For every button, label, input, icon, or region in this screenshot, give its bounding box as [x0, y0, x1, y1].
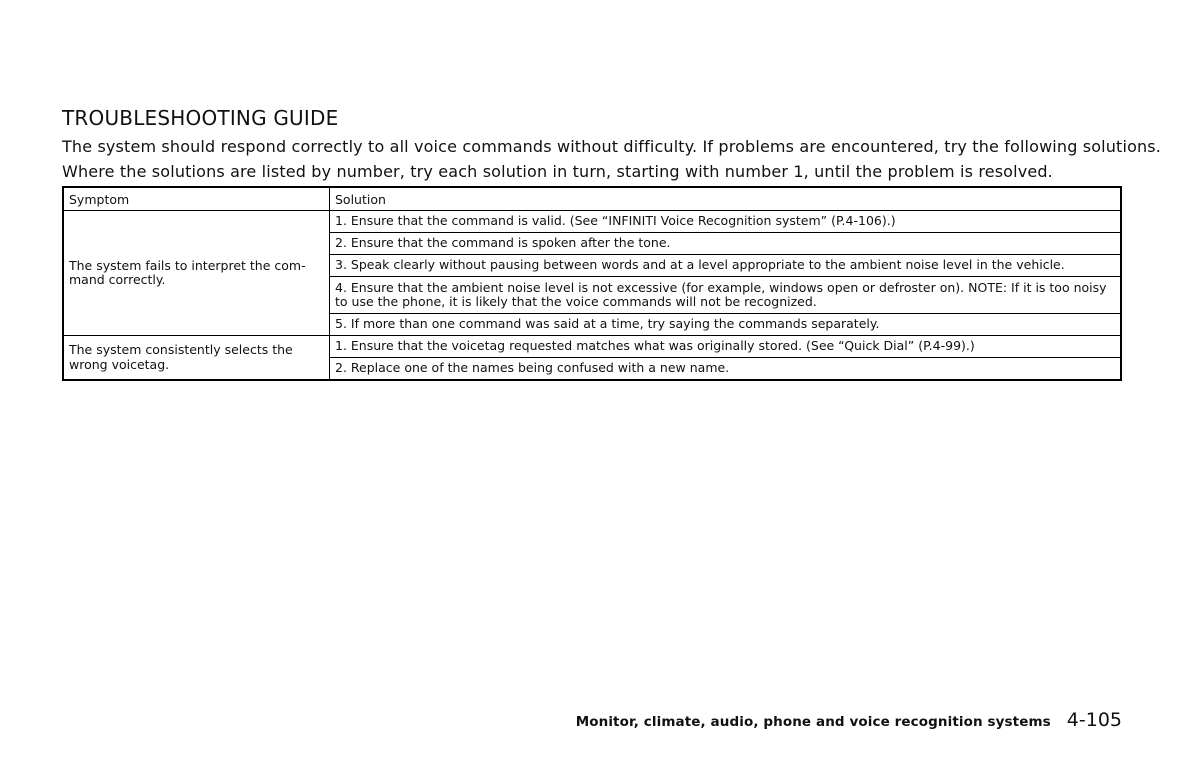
solution-cell: 1. Ensure that the command is valid. (See “INFINITI Voice Recognition system” (P.4-106).) — [330, 210, 1122, 232]
header-solution: Solution — [330, 187, 1122, 210]
table-row — [63, 335, 1121, 357]
table-header-row — [63, 187, 1121, 210]
page-footer — [576, 709, 1122, 731]
intro-line-1: The system should respond correctly to all voice commands without difficulty. If problems are encountered, try the following solutions. — [62, 137, 1162, 156]
footer-chapter-title: Monitor, climate, audio, phone and voice recognition systems — [575, 714, 1051, 730]
solution-cell: 4. Ensure that the ambient noise level is not excessive (for example, windows open or defroster on). NOTE: If it is too noisy to use the phone, it is likely that the voice commands will not be recognized. — [330, 276, 1122, 313]
section-title: TROUBLESHOOTING GUIDE — [62, 106, 339, 130]
intro-line-2: Where the solutions are listed by number, try each solution in turn, starting with number 1, until the problem is resolved. — [62, 162, 1053, 181]
solution-cell: 2. Replace one of the names being confused with a new name. — [330, 357, 1122, 380]
table-row — [63, 210, 1121, 232]
symptom-cell: The system consistently selects the wrong voicetag. — [63, 335, 330, 380]
intro-paragraph — [62, 134, 1162, 184]
solution-cell: 2. Ensure that the command is spoken after the tone. — [330, 232, 1122, 254]
solution-cell: 3. Speak clearly without pausing between words and at a level appropriate to the ambient noise level in the vehicle. — [330, 254, 1122, 276]
symptom-cell: The system fails to interpret the com- mand correctly. — [63, 210, 330, 335]
solution-cell: 5. If more than one command was said at a time, try saying the commands separately. — [330, 313, 1122, 335]
page-number: 4-105 — [1066, 709, 1122, 731]
header-symptom: Symptom — [63, 187, 330, 210]
solution-cell: 1. Ensure that the voicetag requested matches what was originally stored. (See “Quick Dial” (P.4-99).) — [330, 335, 1122, 357]
troubleshooting-table — [62, 186, 1122, 381]
